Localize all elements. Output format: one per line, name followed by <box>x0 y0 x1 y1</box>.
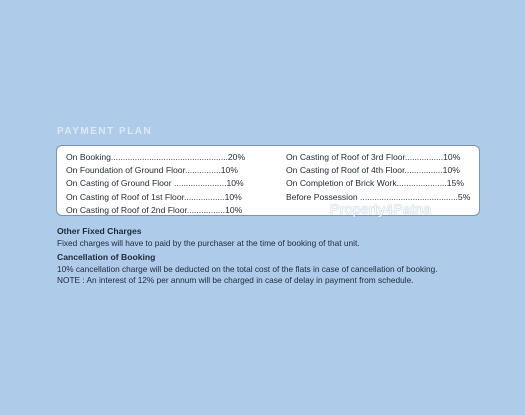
plan-item: On Casting of Ground Floor ......................10% <box>66 178 244 189</box>
plan-item: On Booking.................................................20% <box>66 152 246 162</box>
plan-item: On Casting of Roof of 1st Floor.................10% <box>66 191 242 202</box>
plan-item: On Casting of Roof of 2nd Floor................10% <box>66 204 243 215</box>
other-fixed-charges-title: Other Fixed Charges <box>57 226 142 236</box>
interest-note-text: NOTE : An interest of 12% per annum will be charged in case of delay in payment from schedule. <box>57 275 414 285</box>
plan-item: On Foundation of Ground Floor...............10% <box>66 165 238 176</box>
other-fixed-charges-text: Fixed charges will have to paid by the purchaser at the time of booking of that unit. <box>57 238 360 248</box>
payment-plan-box <box>56 145 480 216</box>
plan-item: Before Possession .........................................5% <box>286 191 471 202</box>
payment-plan-heading: PAYMENT PLAN <box>57 126 153 137</box>
plan-item: On Casting of Roof of 4th Floor................10% <box>286 165 460 176</box>
plan-item: On Completion of Brick Work.....................15% <box>286 178 464 189</box>
cancellation-text: 10% cancellation charge will be deducted on the total cost of the flats in case of cancellation of booking. <box>57 264 438 274</box>
plan-item: On Casting of Roof of 3rd Floor................10% <box>286 152 461 162</box>
payment-plan-right-column <box>286 151 470 204</box>
watermark-logo: Property4Patna <box>330 201 432 217</box>
cancellation-title: Cancellation of Booking <box>57 252 156 262</box>
payment-plan-left-column <box>66 151 245 217</box>
